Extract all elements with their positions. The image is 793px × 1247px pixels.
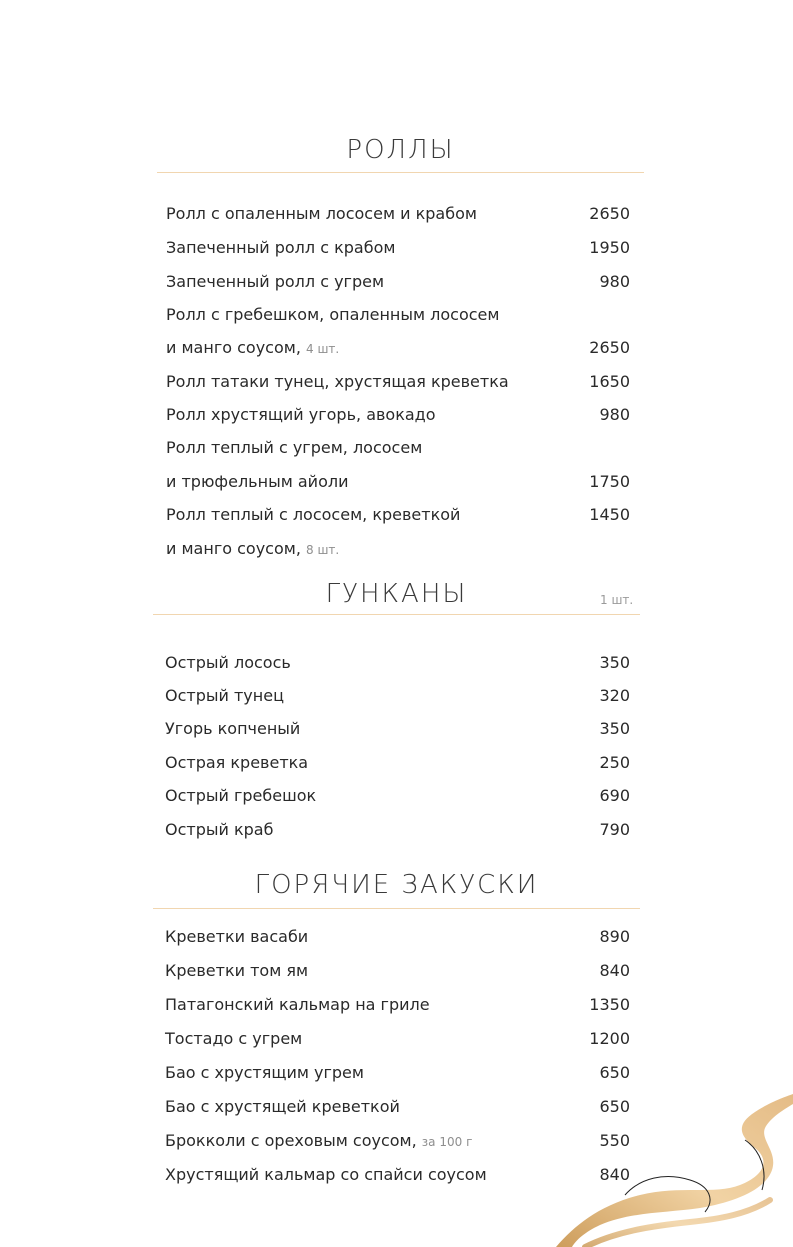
item-name: Тостадо с угрем	[165, 1029, 303, 1048]
item-name: Брокколи с ореховым соусом,	[165, 1131, 417, 1150]
item-price: 350	[599, 653, 630, 672]
item-price: 350	[599, 719, 630, 738]
item-name: и манго соусом,	[166, 338, 301, 357]
item-price: 650	[599, 1063, 630, 1082]
item-price: 2650	[589, 338, 630, 357]
item-name: Патагонский кальмар на гриле	[165, 995, 430, 1014]
item-name: Креветки том ям	[165, 961, 309, 980]
item-name: Ролл теплый с лососем, креветкой	[166, 505, 461, 524]
item-name: Хрустящий кальмар со спайси соусом	[165, 1165, 487, 1184]
item-price: 250	[599, 753, 630, 772]
item-name: и трюфельным айоли	[166, 472, 349, 491]
item-name: Острый тунец	[165, 686, 284, 705]
item-name: Острый гребешок	[165, 786, 317, 805]
item-name: Ролл с опаленным лососем и крабом	[166, 204, 477, 223]
item-name: Запеченный ролл с крабом	[166, 238, 396, 257]
item-portion-note: за 100 г	[421, 1135, 473, 1149]
item-price: 790	[599, 820, 630, 839]
item-price: 1750	[589, 472, 630, 491]
item-price: 1650	[589, 372, 630, 391]
item-price: 890	[599, 927, 630, 946]
item-price: 2650	[589, 204, 630, 223]
item-price: 980	[599, 405, 630, 424]
item-price: 1450	[589, 505, 630, 524]
item-price: 320	[599, 686, 630, 705]
item-name: Острый лосось	[165, 653, 291, 672]
item-name: Запеченный ролл с угрем	[166, 272, 385, 291]
item-portion-note: 8 шт.	[306, 543, 340, 557]
item-name: Ролл теплый с угрем, лососем	[166, 438, 423, 457]
item-price: 690	[599, 786, 630, 805]
item-name: Ролл с гребешком, опаленным лососем	[166, 305, 500, 324]
section-title-rolls: РОЛЛЫ	[346, 135, 455, 165]
item-name: и манго соусом,	[166, 539, 301, 558]
item-price: 840	[599, 1165, 630, 1184]
item-price: 550	[599, 1131, 630, 1150]
item-name: Креветки васаби	[165, 927, 309, 946]
item-name: Бао с хрустящим угрем	[165, 1063, 364, 1082]
item-price: 1950	[589, 238, 630, 257]
item-price: 650	[599, 1097, 630, 1116]
item-name: Острая креветка	[165, 753, 309, 772]
section-unit-note: 1 шт.	[600, 593, 634, 607]
item-name: Бао с хрустящей креветкой	[165, 1097, 400, 1116]
item-price: 1200	[589, 1029, 630, 1048]
item-name: Ролл хрустящий угорь, авокадо	[166, 405, 436, 424]
item-name: Острый краб	[165, 820, 274, 839]
section-title-gunkans: ГУНКАНЫ	[325, 579, 468, 609]
item-name: Угорь копченый	[165, 719, 301, 738]
item-price: 840	[599, 961, 630, 980]
section-title-hot-appetizers: ГОРЯЧИЕ ЗАКУСКИ	[254, 870, 539, 900]
item-price: 980	[599, 272, 630, 291]
item-name: Ролл татаки тунец, хрустящая креветка	[166, 372, 509, 391]
item-price: 1350	[589, 995, 630, 1014]
item-portion-note: 4 шт.	[306, 342, 340, 356]
